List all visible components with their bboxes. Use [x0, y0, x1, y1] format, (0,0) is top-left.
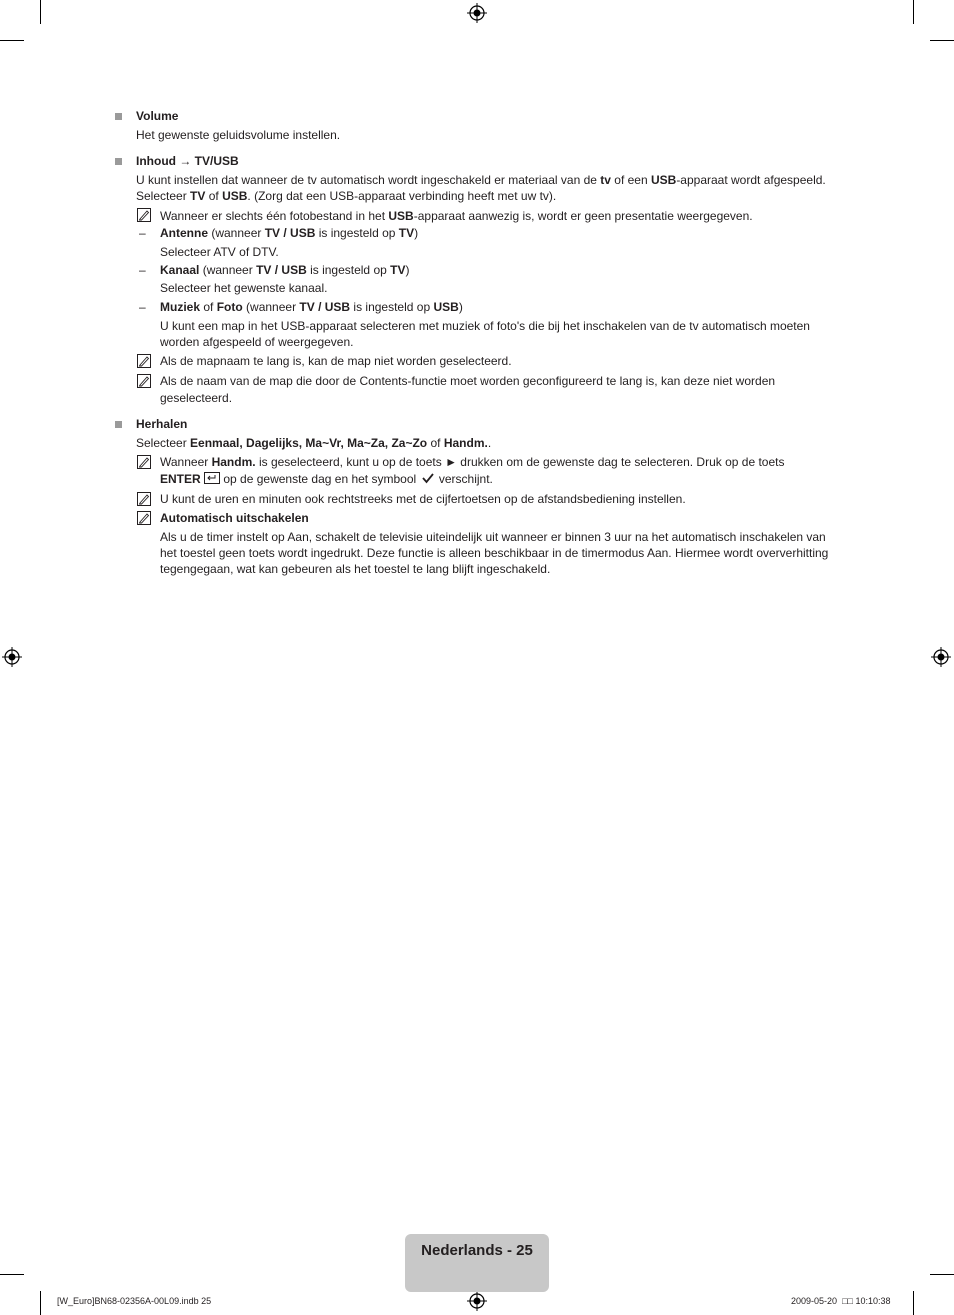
note-icon: [137, 354, 151, 368]
dash-bullet: –: [139, 263, 146, 277]
note-text: tegengegaan, wat kan gebeuren als het toestel te lang blijft ingeschakeld.: [160, 562, 551, 576]
page-number: Nederlands - 25: [421, 1242, 533, 1259]
option-muziek-description: worden afgespeeld of weergegeven.: [160, 335, 354, 349]
note-title: Automatisch uitschakelen: [160, 511, 309, 525]
volume-description: Het gewenste geluidsvolume instellen.: [136, 128, 341, 142]
crop-mark: [913, 1291, 914, 1315]
note-text: Als de naam van de map die door de Contents-functie moet worden geconfigureerd te lang is, kan deze niet worden: [160, 374, 776, 388]
enter-key-icon: [204, 472, 220, 484]
inhoud-description-line: U kunt instellen dat wanneer de tv automatisch wordt ingeschakeld er materiaal van de tv of een USB-apparaat wordt afgespeeld.: [136, 173, 826, 187]
note-text: Wanneer Handm. is geselecteerd, kunt u op de toets ► drukken om de gewenste dag te selecteren. Druk op de toets: [160, 455, 785, 469]
crop-mark: [40, 1291, 41, 1315]
option-antenne: Antenne (wanneer TV / USB is ingesteld op TV): [160, 226, 419, 240]
option-antenne-description: Selecteer ATV of DTV.: [160, 245, 279, 259]
checkmark-icon: [420, 472, 436, 484]
registration-mark-icon: [2, 647, 22, 667]
section-title-inhoud: Inhoud → TV/USB: [136, 154, 239, 168]
crop-mark: [930, 1274, 954, 1275]
square-bullet-icon: [115, 158, 122, 165]
crop-mark: [930, 40, 954, 41]
square-bullet-icon: [115, 113, 122, 120]
herhalen-description: Selecteer Eenmaal, Dagelijks, Ma~Vr, Ma~Za, Za~Zo of Handm..: [136, 436, 492, 450]
registration-mark-icon: [931, 647, 951, 667]
note-text: Wanneer er slechts één fotobestand in het USB-apparaat aanwezig is, wordt er geen presentatie weergegeven.: [160, 209, 753, 223]
crop-mark: [0, 40, 24, 41]
option-muziek-foto: Muziek of Foto (wanneer TV / USB is ingesteld op USB): [160, 300, 463, 314]
note-text: U kunt de uren en minuten ook rechtstreeks met de cijfertoetsen op de afstandsbediening instellen.: [160, 492, 686, 506]
crop-mark: [0, 1274, 24, 1275]
note-icon: [137, 492, 151, 506]
section-title-volume: Volume: [136, 109, 179, 123]
note-text: Als u de timer instelt op Aan, schakelt de televisie uiteindelijk uit wanneer er binnen 3 uur na het automatisch inschakelen van: [160, 530, 826, 544]
footer-filename: [W_Euro]BN68-02356A-00L09.indb 25: [57, 1296, 212, 1306]
note-text: Als de mapnaam te lang is, kan de map niet worden geselecteerd.: [160, 354, 512, 368]
page-number-tab: [405, 1234, 549, 1292]
option-kanaal-description: Selecteer het gewenste kanaal.: [160, 281, 328, 295]
note-icon: [137, 455, 151, 469]
dash-bullet: –: [139, 226, 146, 240]
option-muziek-description: U kunt een map in het USB-apparaat selecteren met muziek of foto's die bij het inschakelen van de tv automatisch moeten: [160, 319, 810, 333]
option-kanaal: Kanaal (wanneer TV / USB is ingesteld op TV): [160, 263, 410, 277]
section-title-herhalen: Herhalen: [136, 417, 188, 431]
right-arrow-key-icon: ►: [445, 455, 457, 469]
note-text: geselecteerd.: [160, 391, 233, 405]
crop-mark: [913, 0, 914, 24]
registration-mark-icon: [467, 1291, 487, 1311]
note-icon: [137, 511, 151, 525]
registration-mark-icon: [467, 3, 487, 23]
note-icon: [137, 374, 151, 388]
footer-timestamp: 2009-05-20 □□ 10:10:38: [791, 1296, 891, 1306]
inhoud-description-line: Selecteer TV of USB. (Zorg dat een USB-apparaat verbinding heeft met uw tv).: [136, 189, 557, 203]
square-bullet-icon: [115, 421, 122, 428]
note-icon: [137, 208, 151, 222]
dash-bullet: –: [139, 300, 146, 314]
note-text: ENTER op de gewenste dag en het symbool verschijnt.: [160, 472, 493, 486]
crop-mark: [40, 0, 41, 24]
note-text: het toestel geen toets wordt ingedrukt. Deze functie is alleen beschikbaar in de timermodus Aan. Hiermee wordt oververhitting: [160, 546, 829, 560]
